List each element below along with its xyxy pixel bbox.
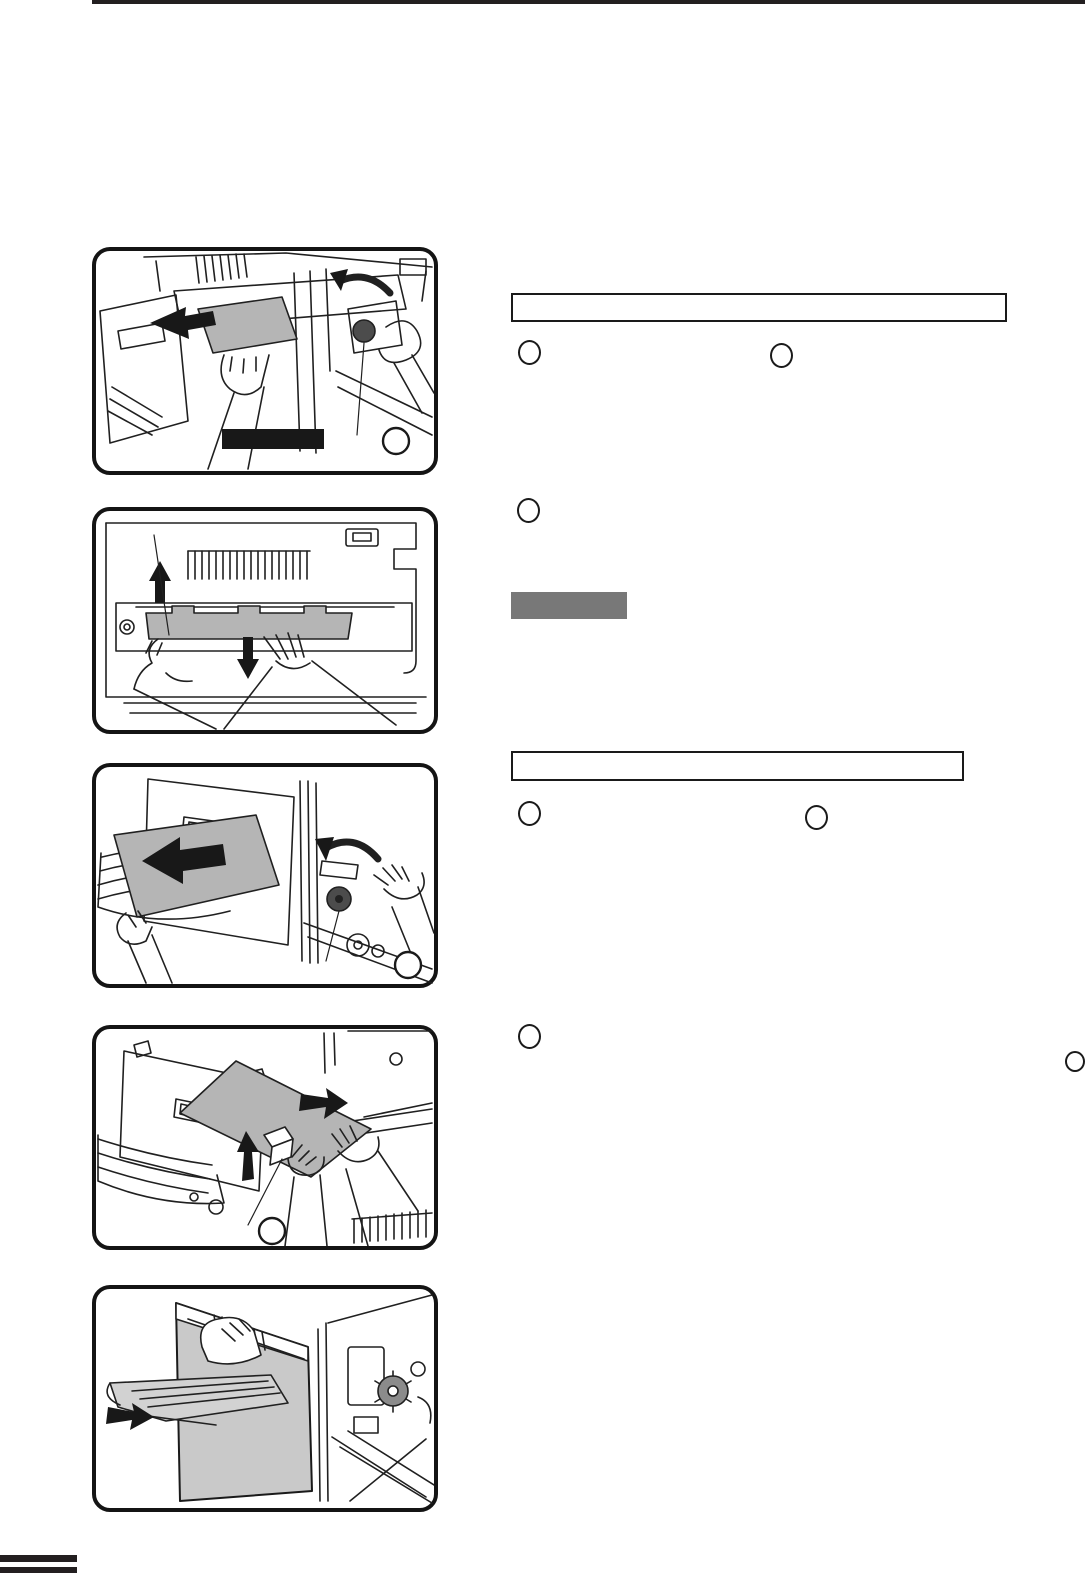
figure-1-pull-paper-and-turn-knob — [92, 247, 438, 475]
figure-4-callout-circle — [259, 1218, 285, 1244]
figure-2-line-art — [96, 511, 434, 730]
section-2-header-box — [511, 751, 964, 781]
knob-callout-line — [326, 911, 339, 961]
section-1-step-1-inline-circle — [770, 343, 793, 368]
right-hand — [379, 321, 434, 413]
down-arrow-icon — [237, 637, 259, 679]
section-1-step-1-circle — [518, 340, 541, 365]
top-rule — [92, 0, 1085, 4]
footer-edge-bar-2 — [0, 1567, 77, 1573]
figure-2-pull-paper-down — [92, 507, 438, 734]
hand-on-cover — [201, 1318, 261, 1364]
figure-3-pull-paper-left — [92, 763, 438, 988]
roller-knob — [375, 1371, 411, 1412]
figure-1-callout-circle — [383, 428, 409, 454]
figure-3-callout-circle — [395, 952, 421, 978]
figure-3-line-art — [96, 767, 434, 984]
figure-5-line-art — [96, 1289, 434, 1508]
section-1-step-2-circle — [517, 498, 540, 523]
section-2-step-1-circle — [518, 801, 541, 826]
roller-knob — [353, 320, 375, 342]
figure-1-line-art — [96, 251, 434, 471]
release-lever — [320, 861, 358, 879]
knob-callout-line — [357, 343, 364, 435]
section-1-header-box — [511, 293, 1007, 322]
counter-clockwise-arrow-icon — [340, 277, 390, 293]
machine-frame — [318, 1295, 434, 1503]
roller-knob-center — [335, 895, 343, 903]
jammed-paper — [146, 606, 352, 639]
left-hand — [134, 639, 216, 729]
counter-clockwise-arrow-icon — [324, 842, 378, 859]
black-panel — [222, 429, 324, 449]
section-2-step-1-inline-circle — [805, 805, 828, 830]
note-badge — [511, 592, 627, 619]
figure-4-line-art — [96, 1029, 434, 1246]
section-2-step-2-circle — [518, 1024, 541, 1049]
vent-slits — [188, 551, 307, 579]
figure-4-feed-paper-right — [92, 1025, 438, 1250]
section-2-inline-circle-right-margin — [1065, 1051, 1085, 1072]
up-arrow-icon — [149, 561, 171, 603]
output-tray — [98, 1135, 224, 1204]
left-hand — [117, 911, 172, 983]
footer-edge-bar-1 — [0, 1555, 77, 1562]
figure-5-close-side-cover — [92, 1285, 438, 1512]
left-hand — [208, 355, 269, 469]
